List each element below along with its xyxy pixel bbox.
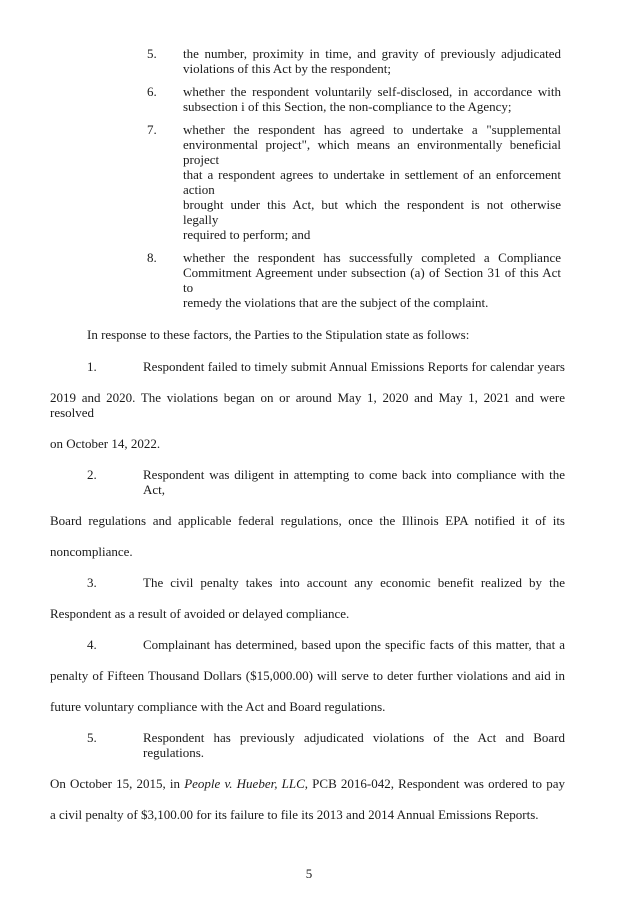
paragraph-text-line: Respondent has previously adjudicated violations of the Act and Board regulations. — [143, 730, 565, 760]
paragraph-text-line: noncompliance. — [50, 544, 133, 559]
paragraph-text-line: on October 14, 2022. — [50, 436, 161, 451]
factor-text-line: subsection i of this Section, the non-compliance to the Agency; — [183, 99, 512, 114]
factor-text-line: whether the respondent has successfully completed a Compliance — [183, 250, 561, 265]
text-span: , PCB 2016-042, Respondent was ordered to pay — [304, 776, 565, 791]
factor-text-line: whether the respondent has agreed to undertake a "supplemental — [183, 122, 561, 137]
paragraph-text-line: Complainant has determined, based upon the specific facts of this matter, that a — [143, 637, 565, 652]
numbered-paragraph — [50, 637, 565, 714]
paragraph-text-line: future voluntary compliance with the Act and Board regulations. — [50, 699, 386, 714]
paragraph-number: 4. — [87, 637, 97, 652]
paragraph-number: 5. — [87, 730, 97, 745]
text-span: On October 15, 2015, in — [50, 776, 185, 791]
paragraph-text-line: 2019 and 2020. The violations began on or around May 1, 2020 and May 1, 2021 and were resolved — [50, 390, 565, 420]
factor-text-line: whether the respondent voluntarily self-disclosed, in accordance with — [183, 84, 561, 99]
paragraph-text-line: penalty of Fifteen Thousand Dollars ($15,000.00) will serve to deter further violations and aid in — [50, 668, 565, 683]
paragraph-text-line: Respondent failed to timely submit Annual Emissions Reports for calendar years — [143, 359, 565, 374]
factor-text-line: Commitment Agreement under subsection (a) of Section 31 of this Act to — [183, 265, 561, 295]
factor-text-line: the number, proximity in time, and gravity of previously adjudicated — [183, 46, 561, 61]
paragraph-text-line — [50, 776, 565, 791]
factor-number: 8. — [147, 250, 157, 265]
case-citation: People v. Hueber, LLC — [184, 776, 305, 791]
paragraph-text-line: Board regulations and applicable federal regulations, once the Illinois EPA notified it of its — [50, 513, 565, 528]
intro-text: In response to these factors, the Parties to the Stipulation state as follows: — [87, 327, 470, 342]
factor-text-line: that a respondent agrees to undertake in settlement of an enforcement action — [183, 167, 561, 197]
paragraph-number: 1. — [87, 359, 97, 374]
factor-text-line: remedy the violations that are the subject of the complaint. — [183, 295, 489, 310]
factor-text-line: required to perform; and — [183, 227, 311, 242]
factor-item — [147, 250, 561, 310]
factor-item — [147, 84, 561, 114]
factor-number: 5. — [147, 46, 157, 61]
page-number: 5 — [305, 866, 313, 881]
factor-text-line: environmental project", which means an environmentally beneficial project — [183, 137, 561, 167]
factor-number: 6. — [147, 84, 157, 99]
factor-text-line: brought under this Act, but which the respondent is not otherwise legally — [183, 197, 561, 227]
paragraph-text-line: Respondent was diligent in attempting to come back into compliance with the Act, — [143, 467, 565, 497]
factor-number: 7. — [147, 122, 157, 137]
factor-item — [147, 122, 561, 242]
factor-item — [147, 46, 561, 76]
paragraph-number: 2. — [87, 467, 97, 482]
numbered-paragraph — [50, 467, 565, 559]
numbered-paragraph — [50, 730, 565, 822]
paragraph-text-line: a civil penalty of $3,100.00 for its failure to file its 2013 and 2014 Annual Emissions Reports. — [50, 807, 539, 822]
paragraph-text-line: Respondent as a result of avoided or delayed compliance. — [50, 606, 350, 621]
factor-text-line: violations of this Act by the respondent; — [183, 61, 391, 76]
numbered-paragraph — [50, 359, 565, 451]
paragraph-text-line: The civil penalty takes into account any economic benefit realized by the — [143, 575, 565, 590]
numbered-paragraph — [50, 575, 565, 621]
paragraph-number: 3. — [87, 575, 97, 590]
